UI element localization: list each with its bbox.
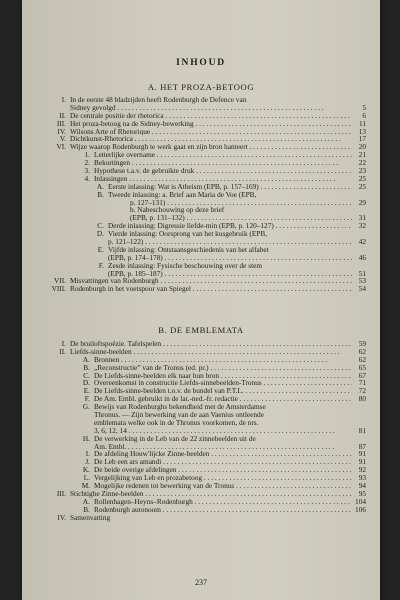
toc-entry-page: 71 bbox=[358, 378, 366, 388]
toc-entry-page: 91 bbox=[358, 457, 366, 467]
toc-entry bbox=[30, 411, 366, 419]
toc-entry-text: emblemata welke ook in de Thronus voorkomen, de nrs. bbox=[94, 418, 259, 427]
toc-entry bbox=[30, 199, 366, 207]
toc-entry-number: C. bbox=[83, 370, 90, 380]
toc-entry-number: III. bbox=[56, 488, 66, 498]
toc-entry bbox=[30, 143, 366, 151]
toc-entry-page: 25 bbox=[358, 173, 366, 183]
toc-entry bbox=[30, 379, 366, 387]
toc-entry-number: A. bbox=[82, 354, 90, 364]
toc-entry-text: (EPB, p. 131–132) . . . bbox=[130, 214, 352, 222]
toc-entry-text: Thronus. — Zijn bewerking van de aan Vaenius ontleende bbox=[94, 411, 264, 419]
toc-entry-page: 93 bbox=[358, 473, 366, 483]
toc-entry-text: Eerste inlassing: Wat is Atheism (EPB, p. 157–169) . . . bbox=[108, 183, 352, 191]
toc-entry-number: D. bbox=[96, 229, 104, 239]
toc-entry-text: De centrale positie der rhetorica . . . bbox=[70, 112, 352, 120]
toc-entry-text: Misvattingen van Rodenburgh . . . bbox=[70, 277, 352, 285]
toc-entry bbox=[30, 387, 366, 395]
toc-entry bbox=[30, 403, 366, 411]
toc-entry-text: Wijze waarop Rodenburgh te werk gaat en zijn bron hanteert . . . bbox=[70, 143, 352, 151]
toc-entry-text: De verwerking in de Leb van de 22 zinnebeelden uit de bbox=[94, 434, 256, 443]
toc-entry bbox=[30, 135, 366, 143]
toc-entry-page: 54 bbox=[358, 284, 366, 294]
toc-entry-page: 53 bbox=[358, 276, 366, 286]
toc-entry bbox=[30, 450, 366, 458]
toc-entry bbox=[30, 514, 366, 522]
toc-entry-text: „Reconstructie” van de Tronus (ed. pr.) . . . bbox=[94, 364, 352, 372]
toc-entry-page: 6 bbox=[362, 110, 366, 120]
toc-entry-number: E. bbox=[83, 386, 90, 396]
toc-entry-page: 31 bbox=[358, 213, 366, 223]
toc-entry bbox=[30, 356, 366, 364]
toc-entry bbox=[30, 120, 366, 128]
toc-entry-page: 72 bbox=[358, 386, 366, 396]
toc-entry-number: II. bbox=[59, 110, 66, 120]
toc-entry-number: A. bbox=[96, 181, 104, 191]
toc-entry-number: J. bbox=[85, 457, 90, 467]
toc-entry-number: VI. bbox=[56, 142, 66, 152]
toc-entry-page: 80 bbox=[358, 394, 366, 404]
book-page bbox=[22, 0, 380, 600]
toc-entry bbox=[30, 364, 366, 372]
toc-entry bbox=[30, 112, 366, 120]
toc-entry bbox=[30, 151, 366, 159]
toc-entry-text: p. 127–131) . . . bbox=[130, 199, 352, 207]
toc-entry-text: Derde inlassing: Digressie liefde-min (EPB, p. 120–127) . . . bbox=[108, 222, 352, 230]
toc-entry-page: 13 bbox=[358, 126, 366, 136]
toc-entry-text: Letterlijke overname . . . bbox=[94, 151, 352, 159]
toc-entry-page: 29 bbox=[358, 197, 366, 207]
toc-entry-page: 106 bbox=[355, 504, 366, 514]
toc-entry-number: F. bbox=[98, 260, 104, 270]
toc-entry-text: De Liefds-sinne-beelden elk naar hun bron . . . bbox=[94, 372, 352, 380]
toc-entry-number: H. bbox=[82, 433, 90, 443]
toc-entry-number: IV. bbox=[57, 512, 66, 522]
toc-entry-page: 65 bbox=[358, 362, 366, 372]
toc-entry-number: 1. bbox=[84, 150, 90, 160]
toc-entry-page: 95 bbox=[358, 488, 366, 498]
toc-entry-page: 51 bbox=[358, 268, 366, 278]
toc-entry-text: Sidney gevolgd . . . bbox=[70, 104, 352, 112]
toc-entry bbox=[30, 206, 366, 214]
toc-entry-number: A. bbox=[82, 496, 90, 506]
toc-entry-page: 23 bbox=[358, 166, 366, 176]
toc-entry-page: 22 bbox=[358, 158, 366, 168]
toc-entry-number: I. bbox=[61, 339, 66, 348]
toc-entry bbox=[30, 214, 366, 222]
toc-entry bbox=[30, 104, 366, 112]
toc-entry bbox=[30, 222, 366, 230]
toc-entry-page: 17 bbox=[358, 134, 366, 144]
toc-entry bbox=[30, 230, 366, 238]
toc-entry-page: 11 bbox=[358, 118, 366, 128]
toc-entry-text: Rodenburgh autonoom . . . bbox=[94, 506, 352, 514]
toc-entry-number: L. bbox=[83, 473, 90, 483]
toc-entry-text: Bewijs van Rodenburghs bekendheid met de Amsterdamse bbox=[94, 403, 266, 412]
toc-entry-text: Am. Embl. . . . bbox=[94, 443, 352, 451]
toc-entry-number: B. bbox=[97, 189, 104, 199]
toc-entry bbox=[30, 183, 366, 191]
toc-entry bbox=[30, 348, 366, 356]
toc-entry bbox=[30, 372, 366, 380]
toc-entry-text: (EPB, p. 174–178) . . . bbox=[108, 254, 352, 262]
toc-entry-text: b. Nabeschouwing op deze brief bbox=[130, 206, 225, 215]
toc-entry-page: 62 bbox=[358, 346, 366, 356]
toc-entry bbox=[30, 458, 366, 466]
toc-entry bbox=[30, 262, 366, 270]
toc-entry-number: F. bbox=[84, 394, 90, 404]
toc-entry-number: 4. bbox=[84, 173, 90, 183]
toc-entry-text: Stichtighe Zinne-beelden . . . bbox=[70, 490, 352, 498]
toc-entry-text: Wilsons Arte of Rhetorique . . . bbox=[70, 128, 352, 136]
toc-entry-text: p. 121–122) . . . bbox=[108, 238, 352, 246]
toc-entry-number: 3. bbox=[84, 166, 90, 176]
toc-entry bbox=[30, 167, 366, 175]
toc-entry-number: M. bbox=[81, 481, 90, 491]
toc-entry-text: (EPB, p. 185–187) . . . bbox=[108, 270, 352, 278]
toc-entry-number: II. bbox=[59, 346, 66, 356]
toc-entry-page: 91 bbox=[358, 449, 366, 459]
toc-entry bbox=[30, 270, 366, 278]
toc-entry-text: Rodenburgh in het voetspoor van Spiegel . . . bbox=[70, 285, 352, 293]
toc-entry-page: 20 bbox=[358, 142, 366, 152]
toc-entry bbox=[30, 159, 366, 167]
toc-entry-text: De beide overige afdelingen . . . bbox=[94, 466, 352, 474]
toc-entry-text: Hypothese t.a.v. de gebruikte druk . . . bbox=[94, 167, 352, 175]
toc-entry-page: 42 bbox=[358, 237, 366, 247]
toc-entry-text: 3, 6, 12, 14 . . . bbox=[94, 427, 352, 435]
toc-entry-text: De Am. Embl. gebruikt in de lat.-ned.-fr. redactie . . . bbox=[94, 395, 352, 403]
toc-entry-number: I. bbox=[85, 449, 90, 459]
toc-entry-text: Het proza-betoog na de Sidney-bewerking . . . bbox=[70, 120, 352, 128]
toc-entry-text: Bekortingen . . . bbox=[94, 159, 352, 167]
toc-entry-number: B. bbox=[83, 362, 90, 372]
toc-entry-text: De bruiloftspoëzie. Tafelspelen . . . bbox=[70, 340, 352, 348]
page-title: INHOUD bbox=[176, 58, 226, 68]
toc-entry-number: D. bbox=[82, 378, 90, 388]
toc-entry bbox=[30, 96, 366, 104]
toc-entry-text: Dichtkunst-Rhetorica . . . bbox=[70, 135, 352, 143]
toc-entry bbox=[30, 277, 366, 285]
section-a-list bbox=[30, 96, 366, 293]
toc-entry-text: De afdeling Houw'lijcke Zinne-beelden . . . bbox=[94, 450, 352, 458]
toc-entry bbox=[30, 443, 366, 451]
toc-entry bbox=[30, 498, 366, 506]
toc-entry-text: Vergelijking van Leb en prozabetoog . . . bbox=[94, 474, 352, 482]
toc-entry-text: Tweede inlassing: a. Brief aan Maria de Voe (EPB, bbox=[108, 190, 257, 199]
toc-entry-page: 81 bbox=[358, 425, 366, 435]
toc-entry bbox=[30, 435, 366, 443]
toc-entry-number: G. bbox=[82, 402, 90, 412]
toc-entry-number: C. bbox=[97, 221, 104, 231]
toc-entry-text: Inlassingen . . . bbox=[94, 175, 352, 183]
toc-entry-number: B. bbox=[83, 504, 90, 514]
toc-entry-number: VIII. bbox=[51, 284, 66, 294]
toc-entry-page: 62 bbox=[358, 354, 366, 364]
toc-entry-text: Vijfde inlassing: Ontstaansgeschiedenis van het alfabet bbox=[108, 245, 269, 254]
toc-entry-text: De Liefds-sinne-beelden t.o.v. de bundel van P.T.L. . . . bbox=[94, 387, 352, 395]
toc-entry-number: V. bbox=[59, 134, 66, 144]
toc-entry-text: De Leb een ars amandi . . . bbox=[94, 458, 352, 466]
toc-entry-number: VII. bbox=[54, 276, 66, 286]
section-b-heading: B. DE EMBLEMATA bbox=[158, 325, 244, 335]
toc-entry bbox=[30, 128, 366, 136]
toc-entry-page: 59 bbox=[358, 339, 366, 348]
page-number: 237 bbox=[195, 578, 207, 587]
toc-entry-number: 2. bbox=[84, 158, 90, 168]
toc-entry bbox=[30, 191, 366, 199]
toc-entry bbox=[30, 238, 366, 246]
toc-entry-text: Rollenhagen–Heyns–Rodenburgh . . . bbox=[94, 498, 352, 506]
toc-entry bbox=[30, 474, 366, 482]
toc-entry-text: In de eerste 48 bladzijden heeft Rodenburgh de Defence van bbox=[70, 96, 247, 104]
toc-entry-page: 5 bbox=[362, 102, 366, 112]
toc-entry-page: 25 bbox=[358, 181, 366, 191]
toc-entry bbox=[30, 490, 366, 498]
toc-entry-page: 67 bbox=[358, 370, 366, 380]
toc-entry bbox=[30, 427, 366, 435]
toc-entry-text: Overeenkomst in constructie Liefds-sinnebeelden-Tronus . . . bbox=[94, 379, 352, 387]
toc-entry bbox=[30, 419, 366, 427]
section-a-heading: A. HET PROZA-BETOOG bbox=[147, 82, 255, 92]
toc-entry-text: Zesde inlassing: Fysische beschouwing over de stem bbox=[108, 261, 263, 270]
toc-entry bbox=[30, 506, 366, 514]
toc-entry-number: K. bbox=[82, 465, 90, 475]
toc-entry bbox=[30, 340, 366, 348]
toc-entry-text: Liefds-sinne-beelden . . . bbox=[70, 348, 352, 356]
toc-entry bbox=[30, 395, 366, 403]
toc-entry-text: Mogelijke redenen tot bewerking van de Tronus . . . bbox=[94, 482, 352, 490]
toc-entry-page: 21 bbox=[358, 150, 366, 160]
toc-entry-page: 104 bbox=[355, 496, 366, 506]
toc-entry-text: Bronnen . . . bbox=[94, 356, 352, 364]
toc-entry-page: 32 bbox=[358, 221, 366, 231]
toc-entry bbox=[30, 254, 366, 262]
toc-entry-page: 92 bbox=[358, 465, 366, 475]
toc-entry bbox=[30, 482, 366, 490]
toc-entry-number: I. bbox=[61, 95, 66, 104]
toc-entry bbox=[30, 175, 366, 183]
section-b-list bbox=[30, 340, 366, 521]
toc-entry-number: IV. bbox=[57, 126, 66, 136]
toc-entry bbox=[30, 285, 366, 293]
toc-entry bbox=[30, 246, 366, 254]
toc-entry-page: 94 bbox=[358, 481, 366, 491]
toc-entry bbox=[30, 466, 366, 474]
toc-entry-page: 46 bbox=[358, 252, 366, 262]
toc-entry-number: E. bbox=[97, 244, 104, 254]
toc-entry-text: Vierde inlassing: Oorsprong van het kusgebruik (EPB, bbox=[108, 230, 268, 239]
toc-entry-text: Samenvatting bbox=[70, 513, 111, 522]
toc-entry-number: III. bbox=[56, 118, 66, 128]
toc-entry-page: 87 bbox=[358, 441, 366, 451]
